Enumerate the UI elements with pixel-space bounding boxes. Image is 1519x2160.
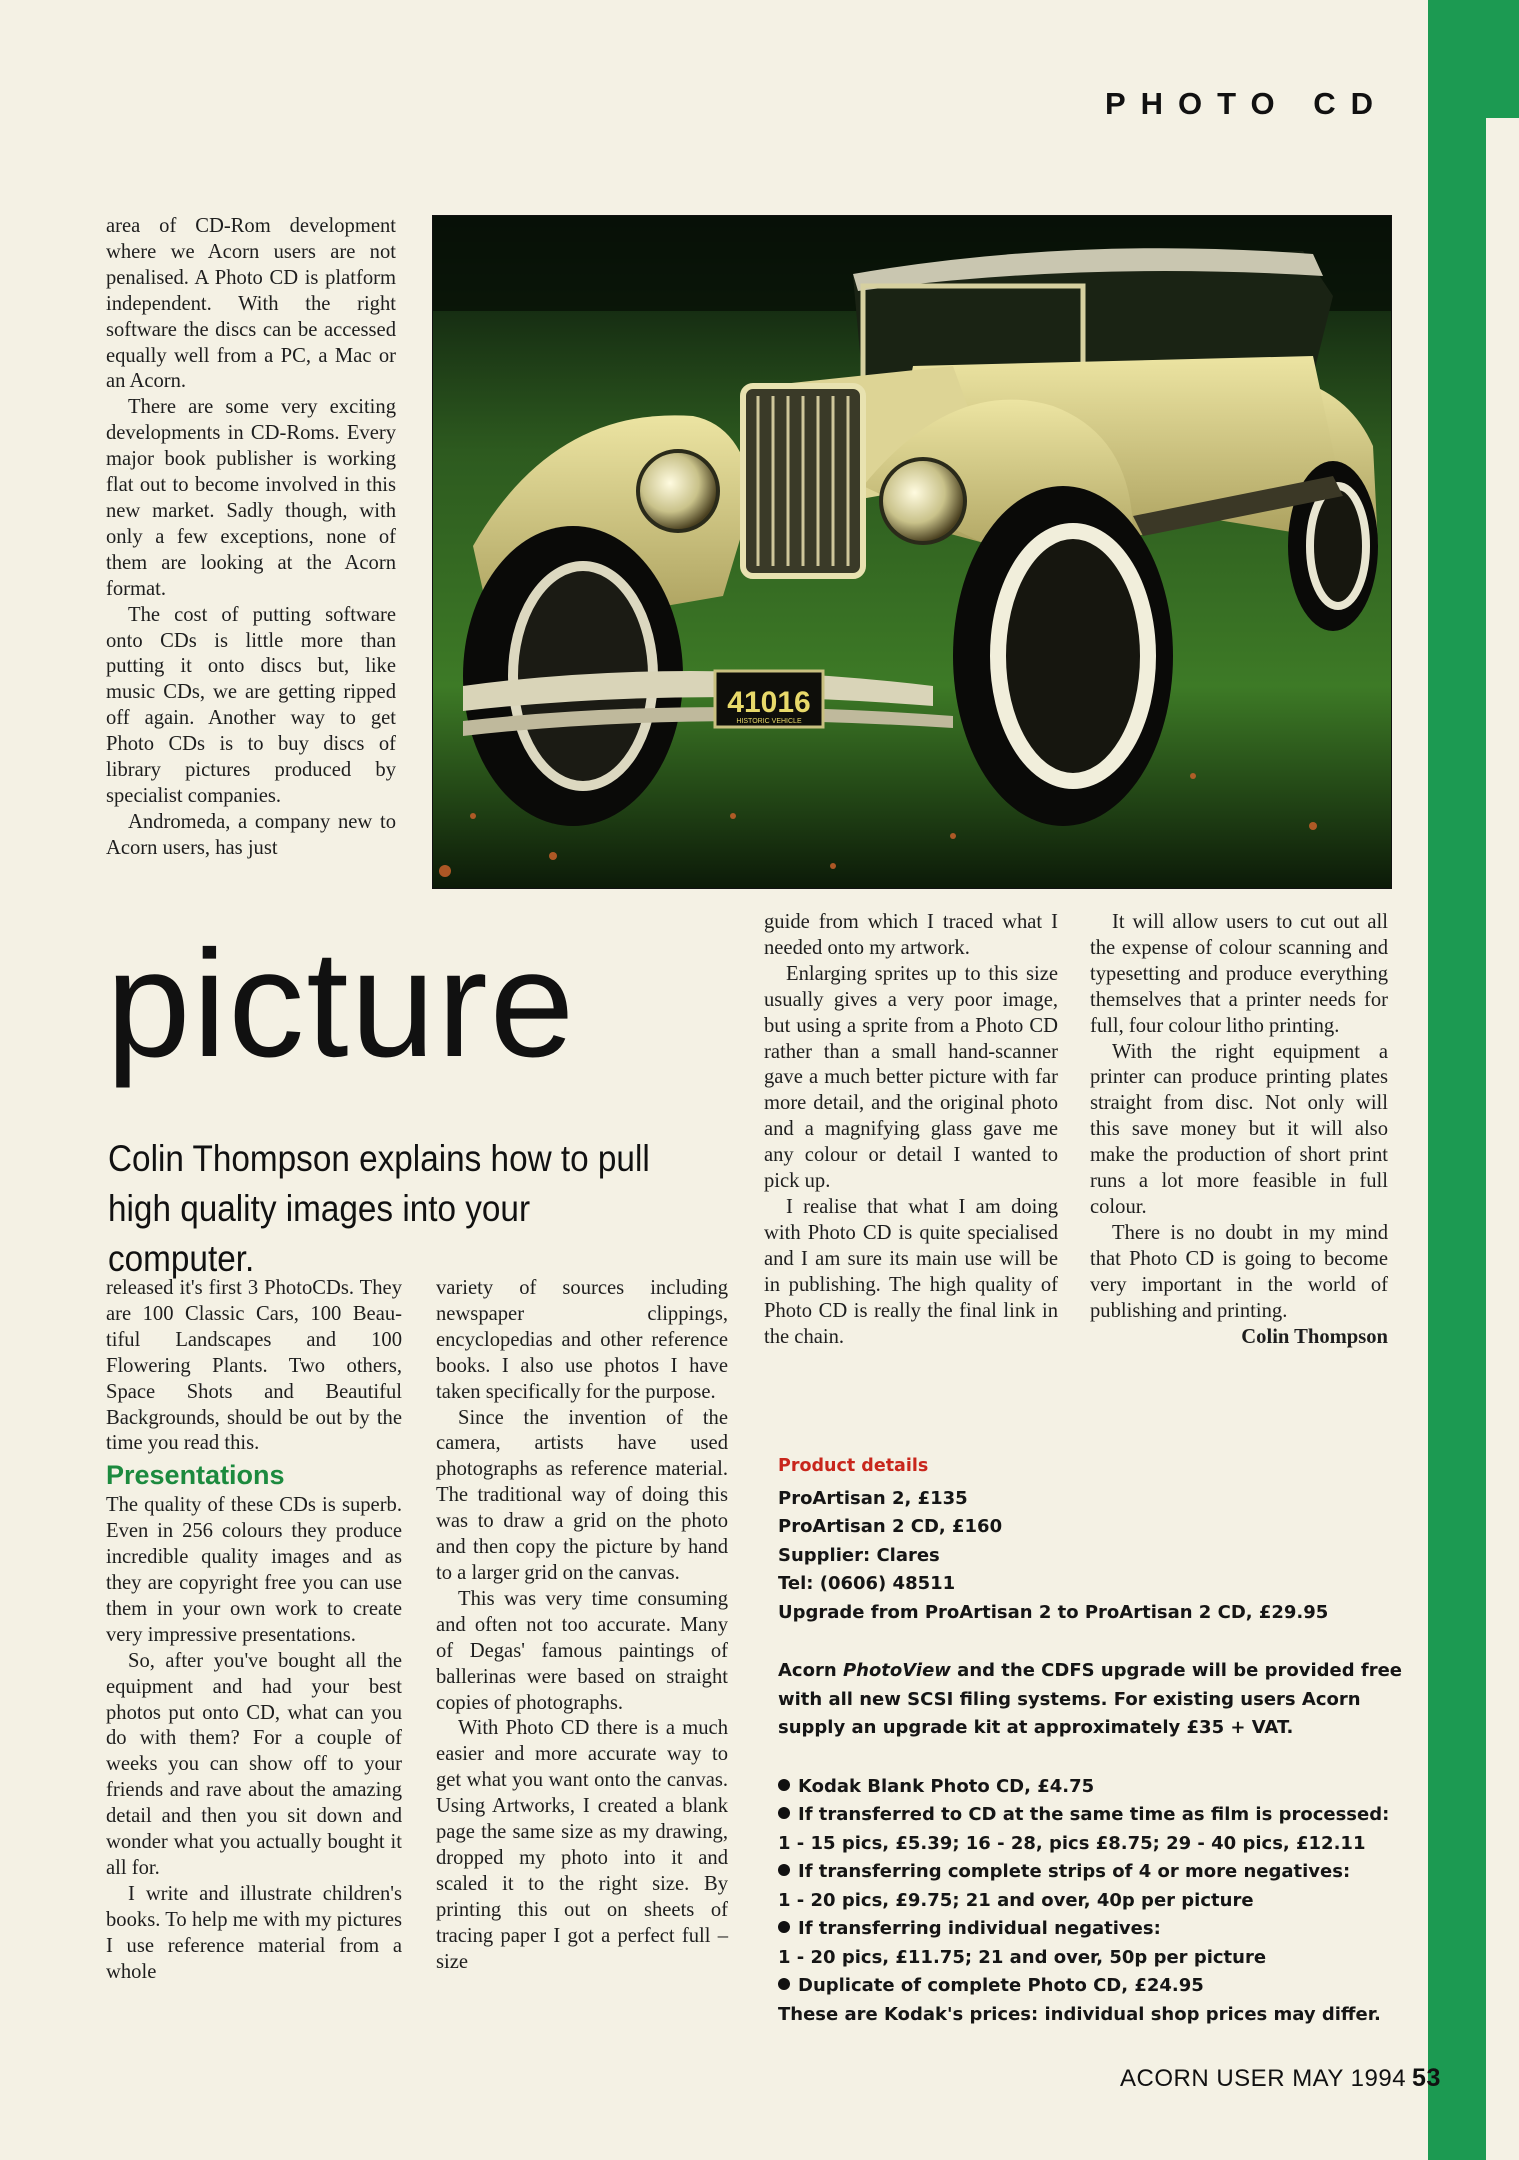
- upgrade-note: [778, 1657, 1418, 1743]
- paragraph: Enlarging sprites up to this size usually gives a very poor image, but using a sprite from a Photo CD rather than a small hand-scanner gave a much better picture with far more detail, and the original photo and a magnifying glass gave me any colour or detail I wanted to pick up.: [764, 962, 1058, 1193]
- product-details-box: [778, 1452, 1418, 2029]
- price-line: [778, 1887, 1418, 1916]
- paragraph: area of CD-Rom development where we Acorn users are not penalised. A Photo CD is platform independent. With the right software the discs can be accessed equally well from a PC, a Mac or an Acorn.: [106, 215, 396, 393]
- note-product-name: PhotoView: [842, 1660, 951, 1681]
- bullet-icon: [778, 1921, 790, 1933]
- price-text: If transferred to CD at the same time as film is processed:: [798, 1804, 1390, 1825]
- price-text: 1 - 20 pics, £9.75; 21 and over, 40p per picture: [778, 1889, 1254, 1911]
- bullet-icon: [778, 1807, 790, 1819]
- spacer: [778, 1743, 1418, 1773]
- bullet-icon: [778, 1864, 790, 1876]
- paragraph: released it's first 3 PhotoCDs. They are 100 Classic Cars, 100 Beau-tiful Landscapes and 100 Flowering Plants. Two others, Space Shots and Beautiful Backgrounds, should be out by the time you read this.: [106, 1277, 402, 1455]
- column-3: [764, 910, 1058, 1350]
- paragraph: I realise that what I am doing with Photo CD is quite specialised and I am sure its main use will be in publishing. The high quality of Photo CD is really the final link in the chain.: [764, 1195, 1058, 1348]
- bullet-icon: [778, 1978, 790, 1990]
- price-text: 1 - 20 pics, £11.75; 21 and over, 50p per picture: [778, 1946, 1267, 1968]
- spacer: [778, 1627, 1418, 1657]
- paragraph: guide from which I traced what I needed onto my artwork.: [764, 911, 1058, 959]
- paragraph: It will allow users to cut out all the expense of colour scanning and typesetting and produce everything themselves that a printer needs for full, four colour litho printing.: [1090, 911, 1388, 1037]
- classic-car-illustration: [433, 216, 1391, 888]
- product-line: ProArtisan 2, £135: [778, 1487, 968, 1509]
- paragraph: Since the invention of the camera, artists have used photographs as reference material. The traditional way of doing this was to draw a grid on the photo and then copy the picture by hand to a larger grid on the canvas.: [436, 1406, 728, 1584]
- note-text: Acorn: [778, 1660, 843, 1681]
- publication-name: ACORN USER MAY 1994: [1120, 2065, 1407, 2092]
- column-4: [1090, 910, 1388, 1350]
- license-plate-caption: HISTORIC VEHICLE: [736, 718, 802, 725]
- paragraph: With Photo CD there is a much easier and more accurate way to get what you want onto the canvas. Using Artworks, I created a blank page the same size as my drawing, dropped my photo into it and scaled it to the right size. By printing this out on sheets of tracing paper I got a perfect full – size: [436, 1717, 728, 1973]
- price-text: Duplicate of complete Photo CD, £24.95: [798, 1975, 1204, 1996]
- price-line: [778, 1830, 1418, 1859]
- column-2: [436, 1276, 728, 1975]
- classic-car-photo: [432, 215, 1392, 889]
- price-text: These are Kodak's prices: individual shop prices may differ.: [778, 2003, 1381, 2025]
- product-details-title: Product details: [778, 1456, 929, 1476]
- license-plate-number: 41016: [727, 686, 811, 719]
- product-line: Supplier: Clares: [778, 1544, 940, 1566]
- paragraph: With the right equipment a printer can produce printing plates straight from disc. Not only will this save money but it will also make the production of short print runs a lot more feasible in full colour.: [1090, 1040, 1388, 1218]
- paragraph: There are some very exciting developments in CD-Roms. Every major book publisher is working flat out to become involved in this new market. Sadly though, with only a few exceptions, none of them are looking at the Acorn format.: [106, 396, 396, 600]
- price-line: [778, 1972, 1418, 2001]
- page-number: 53: [1412, 2064, 1441, 2092]
- paragraph: This was very time consuming and often not too accurate. Many of Degas' famous paintings of ballerinas were based on straight copies of photographs.: [436, 1587, 728, 1714]
- paragraph: I write and illustrate children's books. To help me with my pictures I use reference material from a whole: [106, 1882, 402, 1983]
- price-list: [778, 1773, 1418, 2030]
- section-label: PHOTO CD: [1104, 86, 1388, 121]
- paragraph: Andromeda, a company new to Acorn users, has just: [106, 810, 396, 859]
- price-line: [778, 1858, 1418, 1887]
- product-line: Tel: (0606) 48511: [778, 1573, 956, 1594]
- price-text: If transferring complete strips of 4 or more negatives:: [798, 1861, 1351, 1882]
- headline: picture: [106, 919, 577, 1089]
- paragraph: The cost of putting software onto CDs is little more than putting it onto discs but, like music CDs, we are getting ripped off again. Another way to get Photo CDs is to buy discs of library pictures produced by specialist companies.: [106, 603, 396, 807]
- price-text: Kodak Blank Photo CD, £4.75: [798, 1775, 1095, 1797]
- paragraph: variety of sources including newspaper clippings, encyclopedias and other reference books. I also use photos I have taken specifically for the purpose.: [436, 1277, 728, 1403]
- paragraph: The quality of these CDs is superb. Even in 256 colours they produce incredible quality images and as they are copyright free you can use them in your own work to create very impressive presentations.: [106, 1494, 402, 1646]
- bullet-icon: [778, 1779, 790, 1791]
- product-line: Upgrade from ProArtisan 2 to ProArtisan 2 CD, £29.95: [778, 1601, 1329, 1623]
- price-text: If transferring individual negatives:: [798, 1918, 1161, 1939]
- product-line: ProArtisan 2 CD, £160: [778, 1516, 1003, 1537]
- price-line: [778, 2001, 1418, 2030]
- price-line: [778, 1944, 1418, 1973]
- column-1-top: [106, 214, 396, 862]
- column-1-bottom: [106, 1276, 402, 1985]
- standfirst: Colin Thompson explains how to pull high quality images into your computer.: [108, 1138, 650, 1279]
- note-text: and the CDFS upgrade will be provided free with all new SCSI filing systems. For existing users Acorn supply an upgrade kit at approximately £35 + VAT.: [778, 1660, 1402, 1738]
- paragraph: So, after you've bought all the equipment and had your best photos put onto CD, what can you do with them? For a couple of weeks you can show off to your friends and rave about the amazing detail and then you sit down and wonder what you actually bought it all for.: [106, 1649, 402, 1879]
- byline: Colin Thompson: [1241, 1325, 1388, 1348]
- paragraph: There is no doubt in my mind that Photo CD is going to become very important in the world of publishing and printing.: [1090, 1221, 1388, 1322]
- price-line: [778, 1801, 1418, 1830]
- page-margin-strip: [1486, 118, 1519, 2160]
- price-line: [778, 1915, 1418, 1944]
- page-footer: [1120, 2064, 1441, 2093]
- price-line: [778, 1773, 1418, 1802]
- price-text: 1 - 15 pics, £5.39; 16 - 28, pics £8.75; 29 - 40 pics, £12.11: [778, 1832, 1366, 1854]
- subhead-presentations: Presentations: [106, 1460, 285, 1491]
